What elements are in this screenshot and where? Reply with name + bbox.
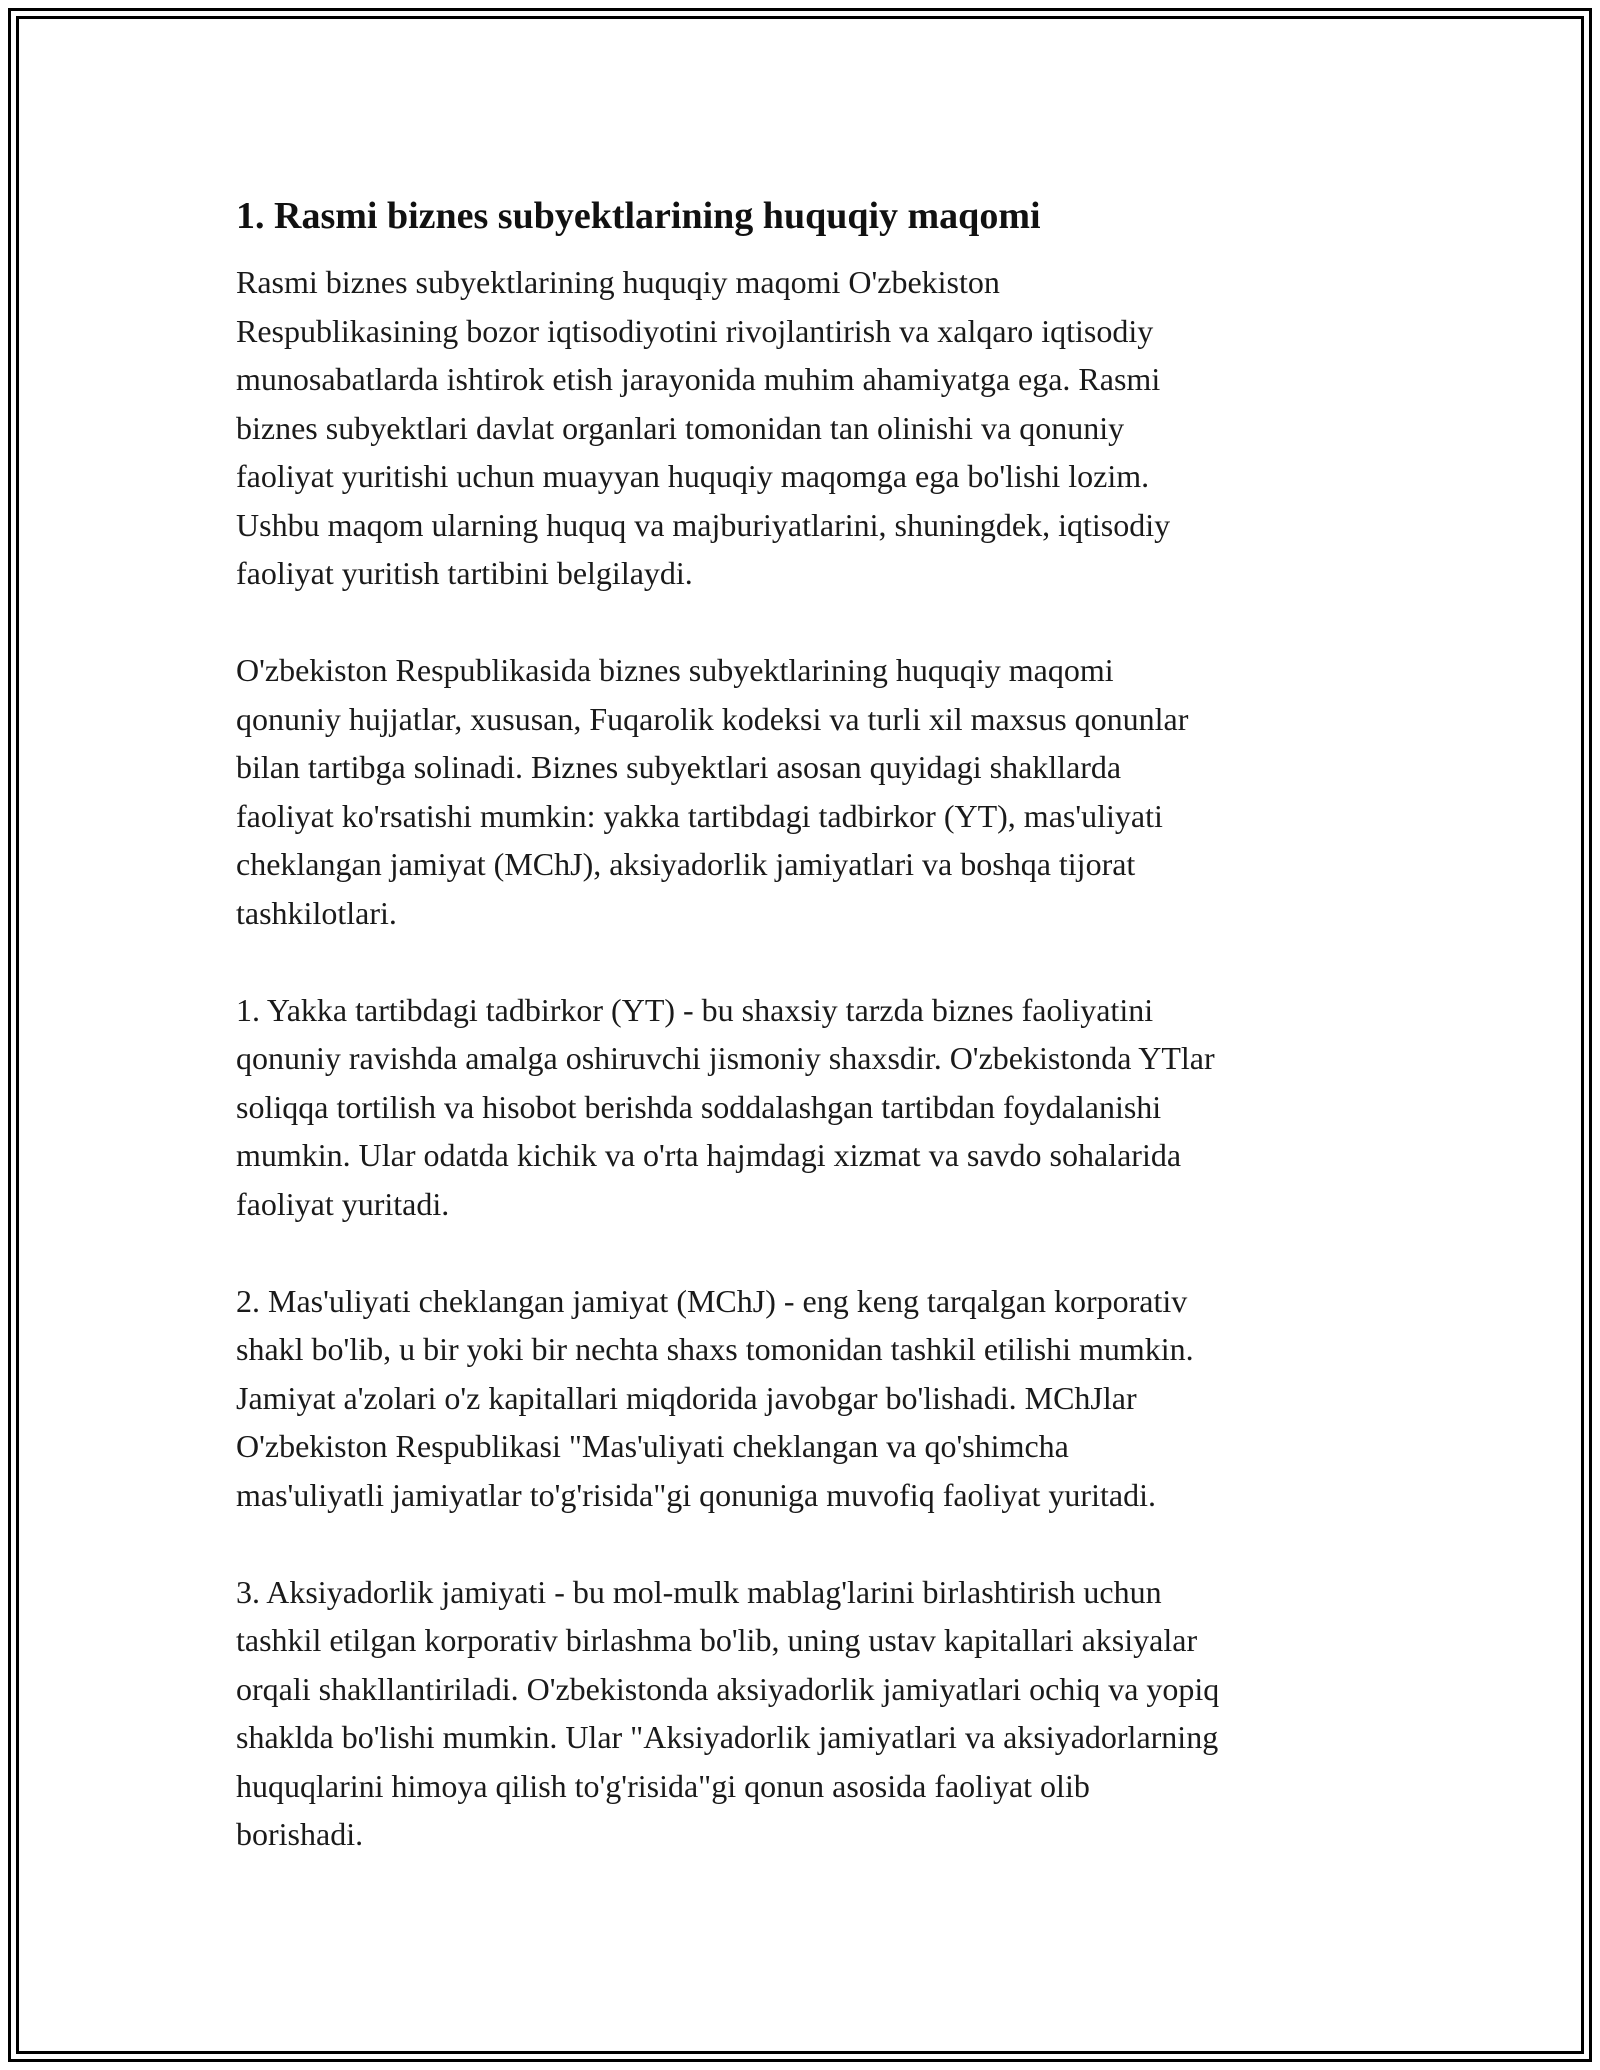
- paragraph-line: biznes subyektlari davlat organlari tomonidan tan olinishi va qonuniy: [236, 409, 1125, 446]
- paragraph-line: shaklda bo'lishi mumkin. Ular "Aksiyadorlik jamiyatlari va aksiyadorlarning: [236, 1719, 1219, 1755]
- paragraph-line: shakl bo'lib, u bir yoki bir nechta shaxs tomonidan tashkil etilishi mumkin.: [236, 1331, 1194, 1367]
- paragraph-line: tashkil etilgan korporativ birlashma bo'lib, uning ustav kapitallari aksiyalar: [236, 1622, 1198, 1658]
- paragraph-item-aksiyadorlik: [236, 1568, 1366, 1859]
- paragraph-line: Jamiyat a'zolari o'z kapitallari miqdorida javobgar bo'lishadi. MChJlar: [236, 1379, 1137, 1416]
- paragraph-line: O'zbekiston Respublikasida biznes subyektlarining huquqiy maqomi: [236, 652, 1114, 688]
- paragraph-intro: [236, 258, 1366, 598]
- paragraph-line: Ushbu maqom ularning huquq va majburiyatlarini, shuningdek, iqtisodiy: [236, 506, 1171, 543]
- paragraph-line: qonuniy ravishda amalga oshiruvchi jismoniy shaxsdir. O'zbekistonda YTlar: [236, 1040, 1215, 1076]
- paragraph-item-mchj: [236, 1277, 1366, 1520]
- paragraph-line: orqali shakllantiriladi. O'zbekistonda aksiyadorlik jamiyatlari ochiq va yopiq: [236, 1670, 1220, 1707]
- document-body: [236, 180, 1366, 1907]
- paragraph-line: mumkin. Ular odatda kichik va o'rta hajmdagi xizmat va savdo sohalarida: [236, 1137, 1182, 1173]
- paragraph-line: O'zbekiston Respublikasi "Mas'uliyati cheklangan va qo'shimcha: [236, 1428, 1069, 1464]
- paragraph-legal-forms: [236, 646, 1366, 937]
- paragraph-line: borishadi.: [236, 1816, 364, 1852]
- section-heading: 1. Rasmi biznes subyektlarining huquqiy maqomi: [236, 195, 1041, 237]
- paragraph-line: 2. Mas'uliyati cheklangan jamiyat (MChJ) - eng keng tarqalgan korporativ: [236, 1282, 1188, 1319]
- paragraph-line: mas'uliyatli jamiyatlar to'g'risida"gi qonuniga muvofiq faoliyat yuritadi.: [236, 1476, 1156, 1513]
- paragraph-line: munosabatlarda ishtirok etish jarayonida muhim ahamiyatga ega. Rasmi: [236, 361, 1161, 397]
- paragraph-line: faoliyat yuritish tartibini belgilaydi.: [236, 555, 693, 591]
- paragraph-line: tashkilotlari.: [236, 894, 397, 931]
- paragraph-line: cheklangan jamiyat (MChJ), aksiyadorlik jamiyatlari va boshqa tijorat: [236, 846, 1136, 882]
- paragraph-line: 1. Yakka tartibdagi tadbirkor (YT) - bu shaxsiy tarzda biznes faoliyatini: [236, 991, 1154, 1028]
- paragraph-line: soliqqa tortilish va hisobot berishda soddalashgan tartibdan foydalanishi: [236, 1088, 1162, 1125]
- paragraph-line: qonuniy hujjatlar, xususan, Fuqarolik kodeksi va turli xil maxsus qonunlar: [236, 700, 1189, 737]
- paragraph-line: 3. Aksiyadorlik jamiyati - bu mol-mulk mablag'larini birlashtirish uchun: [236, 1573, 1162, 1610]
- paragraph-line: faoliyat yuritadi.: [236, 1185, 450, 1222]
- paragraph-line: bilan tartibga solinadi. Biznes subyektlari asosan quyidagi shakllarda: [236, 749, 1122, 785]
- paragraph-line: faoliyat ko'rsatishi mumkin: yakka tartibdagi tadbirkor (YT), mas'uliyati: [236, 797, 1163, 834]
- paragraph-line: faoliyat yuritishi uchun muayyan huquqiy maqomga ega bo'lishi lozim.: [236, 458, 1150, 494]
- paragraph-line: huquqlarini himoya qilish to'g'risida"gi qonun asosida faoliyat olib: [236, 1767, 1090, 1804]
- paragraph-line: Respublikasining bozor iqtisodiyotini rivojlantirish va xalqaro iqtisodiy: [236, 312, 1154, 349]
- paragraph-line: Rasmi biznes subyektlarining huquqiy maqomi O'zbekiston: [236, 264, 1000, 300]
- paragraph-item-yt: [236, 986, 1366, 1229]
